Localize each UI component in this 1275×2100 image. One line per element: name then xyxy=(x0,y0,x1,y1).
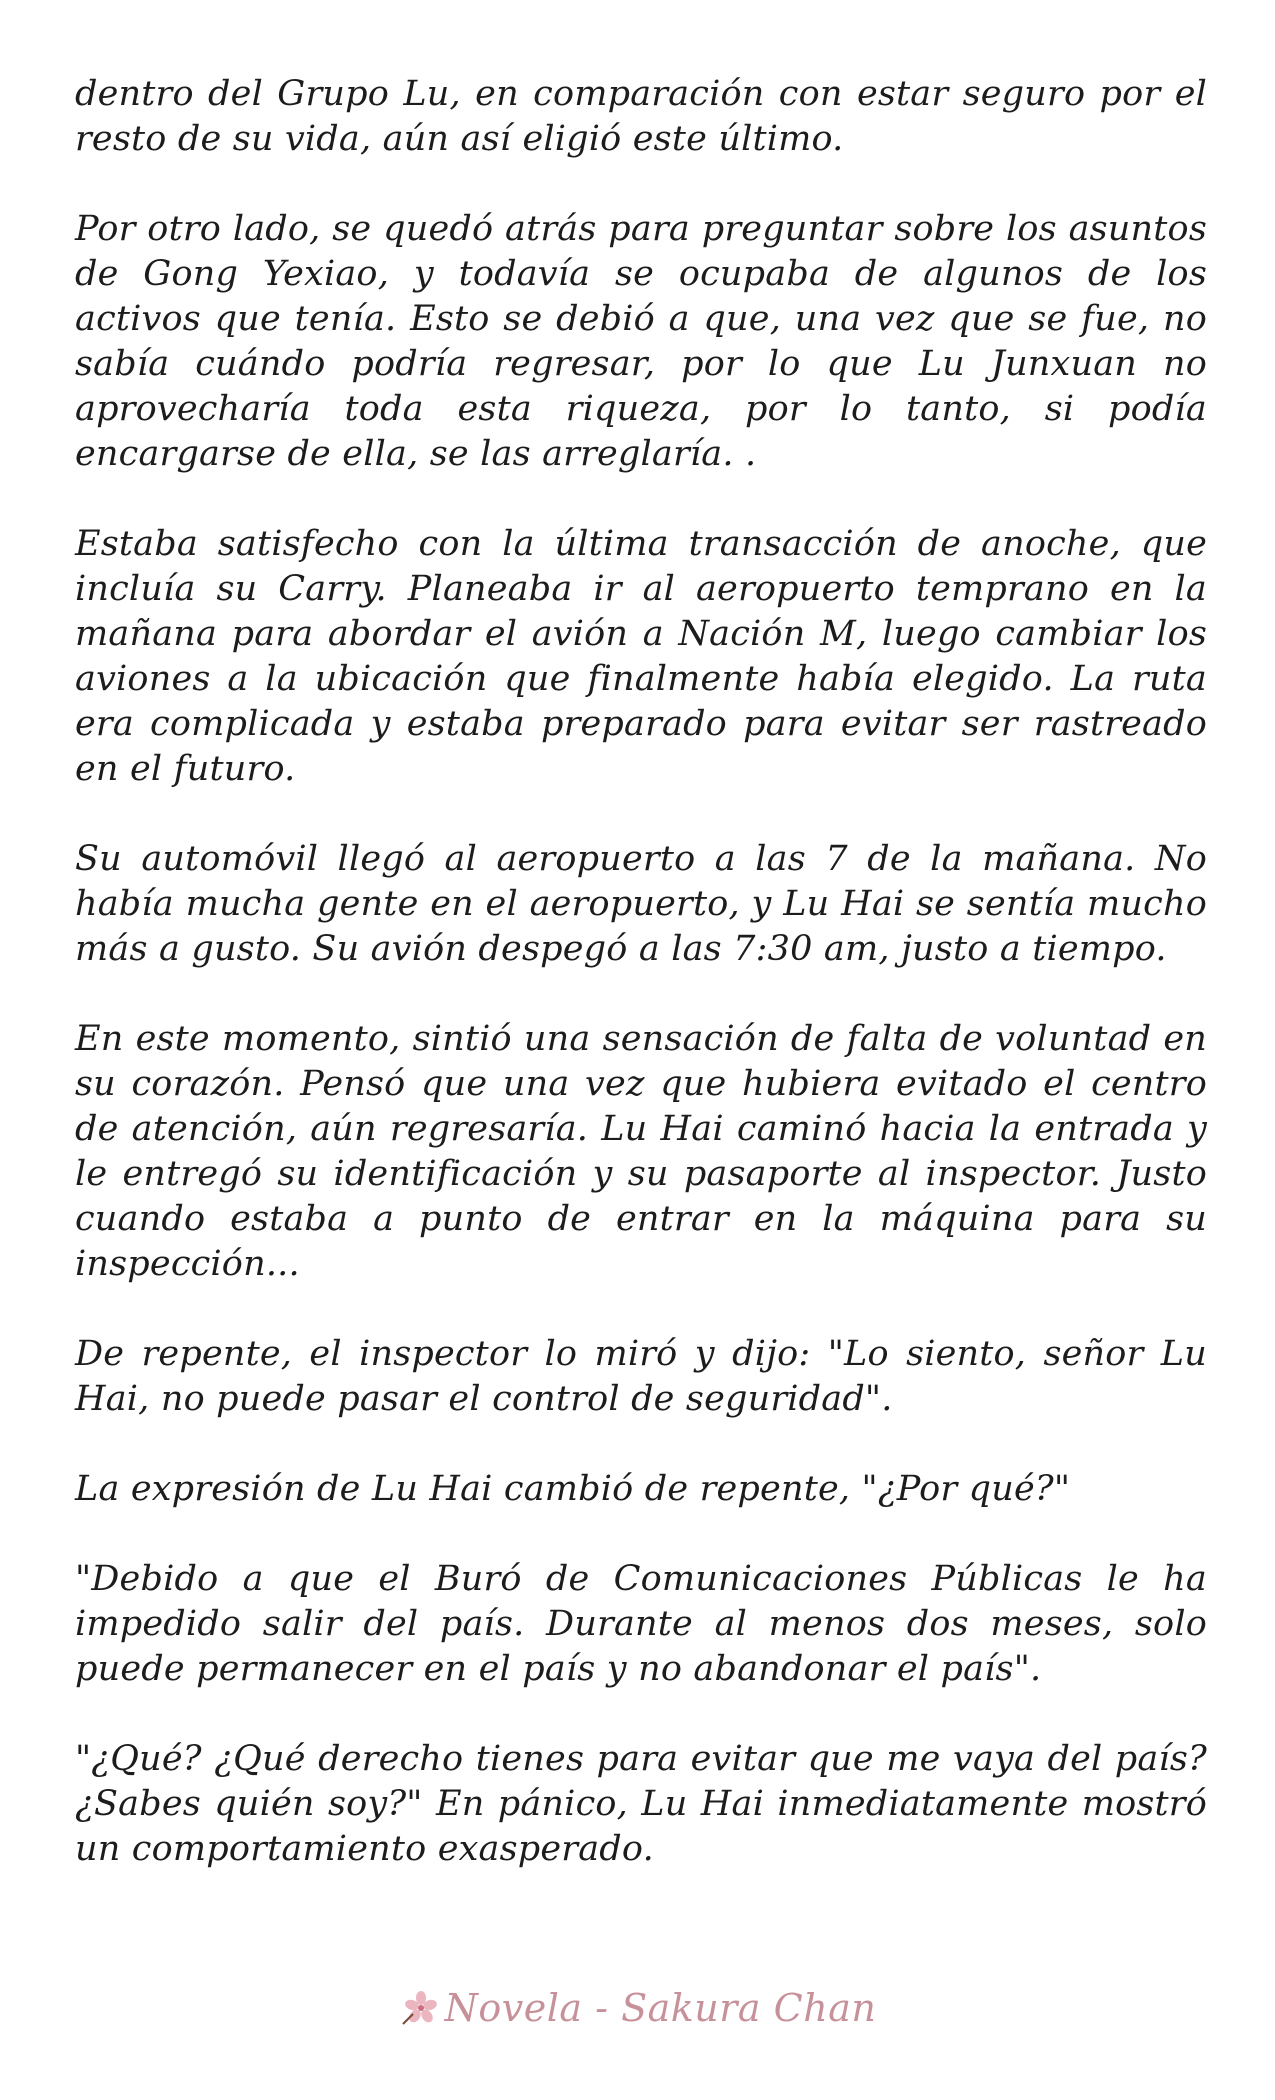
paragraph: De repente, el inspector lo miró y dijo: "Lo siento, señor Lu Hai, no puede pasar el control de seguridad". xyxy=(75,1334,1207,1419)
paragraph: dentro del Grupo Lu, en comparación con estar seguro por el resto de su vida, aún así eligió este último. xyxy=(75,74,1207,159)
paragraph: Su automóvil llegó al aeropuerto a las 7 de la mañana. No había mucha gente en el aeropuerto, y Lu Hai se sentía mucho más a gusto. Su avión despegó a las 7:30 am, justo a tiempo. xyxy=(75,839,1207,969)
document-body xyxy=(75,72,1207,1872)
paragraph: "¿Qué? ¿Qué derecho tienes para evitar que me vaya del país? ¿Sabes quién soy?" En pánico, Lu Hai inmediatamente mostró un comportamiento exasperado. xyxy=(75,1739,1207,1869)
paragraph: "Debido a que el Buró de Comunicaciones Públicas le ha impedido salir del país. Durante al menos dos meses, solo puede permanecer en el país y no abandonar el país". xyxy=(75,1559,1207,1689)
watermark-text: Novela - Sakura Chan xyxy=(444,1986,877,2030)
paragraph: Por otro lado, se quedó atrás para preguntar sobre los asuntos de Gong Yexiao, y todavía se ocupaba de algunos de los activos que tenía. Esto se debió a que, una vez que se fue, no sabía cuándo podría regresar, por lo que Lu Junxuan no aprovecharía toda esta riqueza, por lo tanto, si podía encargarse de ella, se las arreglaría. . xyxy=(75,209,1207,474)
paragraph: En este momento, sintió una sensación de falta de voluntad en su corazón. Pensó que una vez que hubiera evitado el centro de atención, aún regresaría. Lu Hai caminó hacia la entrada y le entregó su identificación y su pasaporte al inspector. Justo cuando estaba a punto de entrar en la máquina para su inspección... xyxy=(75,1019,1207,1284)
paragraph: Estaba satisfecho con la última transacción de anoche, que incluía su Carry. Planeaba ir al aeropuerto temprano en la mañana para abordar el avión a Nación M, luego cambiar los aviones a la ubicación que finalmente había elegido. La ruta era complicada y estaba preparado para evitar ser rastreado en el futuro. xyxy=(75,524,1207,789)
watermark xyxy=(0,1978,1275,2038)
cherry-blossom-icon xyxy=(399,1988,439,2028)
paragraph: La expresión de Lu Hai cambió de repente, "¿Por qué?" xyxy=(75,1469,1071,1509)
